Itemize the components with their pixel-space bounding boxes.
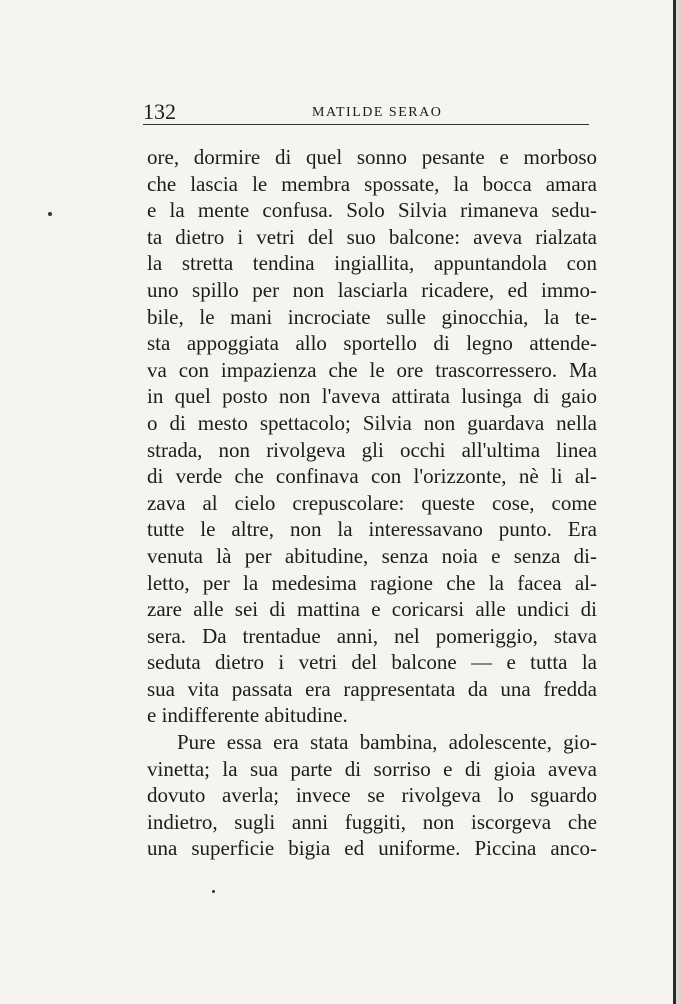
text-line: la stretta tendina ingiallita, appuntandola con [147, 251, 597, 276]
text-line: dovuto averla; invece se rivolgeva lo sguardo [147, 783, 597, 808]
text-line: sua vita passata era rappresentata da una fredda [147, 676, 597, 701]
page-edge-line [673, 0, 676, 1004]
body-text [147, 144, 597, 862]
text-line: sta appoggiata allo sportello di legno attende- [147, 331, 597, 356]
text-line: vinetta; la sua parte di sorriso e di gioia aveva [147, 756, 597, 781]
page-edge-shadow [676, 0, 682, 1004]
text-line: indietro, sugli anni fuggiti, non iscorgeva che [147, 809, 597, 834]
paper-speck [48, 212, 52, 216]
page-number: 132 [143, 99, 176, 124]
text-line: bile, le mani incrociate sulle ginocchia, la te- [147, 304, 597, 329]
paragraph-first-line: Pure essa era stata bambina, adolescente, gio- [177, 730, 597, 755]
text-line: zava al cielo crepuscolare: queste cose, come [147, 490, 597, 515]
text-line: e la mente confusa. Solo Silvia rimaneva sedu- [147, 198, 597, 223]
running-title: MATILDE SERAO [312, 105, 443, 120]
text-line: seduta dietro i vetri del balcone — e tutta la [147, 650, 597, 675]
text-line: di verde che confinava con l'orizzonte, nè li al- [147, 464, 597, 489]
text-line: o di mesto spettacolo; Silvia non guardava nella [147, 410, 597, 435]
text-line: ore, dormire di quel sonno pesante e morboso [147, 145, 597, 169]
text-line: letto, per la medesima ragione che la facea al- [147, 570, 597, 595]
text-line: che lascia le membra spossate, la bocca amara [147, 171, 597, 196]
text-line: ta dietro i vetri del suo balcone: aveva rialzata [147, 224, 597, 249]
text-line: tutte le altre, non la interessavano punto. Era [147, 517, 597, 542]
text-line: in quel posto non l'aveva attirata lusinga di gaio [147, 384, 597, 409]
text-line: strada, non rivolgeva gli occhi all'ultima linea [147, 437, 597, 462]
page-header [143, 95, 589, 125]
text-line: zare alle sei di mattina e coricarsi alle undici di [147, 597, 597, 622]
text-line: sera. Da trentadue anni, nel pomeriggio, stava [147, 623, 597, 648]
text-line: venuta là per abitudine, senza noia e senza di- [147, 543, 597, 568]
paragraph-last-line: e indifferente abitudine. [147, 703, 348, 728]
text-line: una superficie bigia ed uniforme. Piccina anco- [147, 836, 597, 861]
header-rule [143, 124, 589, 125]
paper-speck [212, 890, 215, 893]
text-line: va con impazienza che le ore trascorressero. Ma [147, 357, 597, 382]
text-line: uno spillo per non lasciarla ricadere, ed immo- [147, 277, 597, 302]
